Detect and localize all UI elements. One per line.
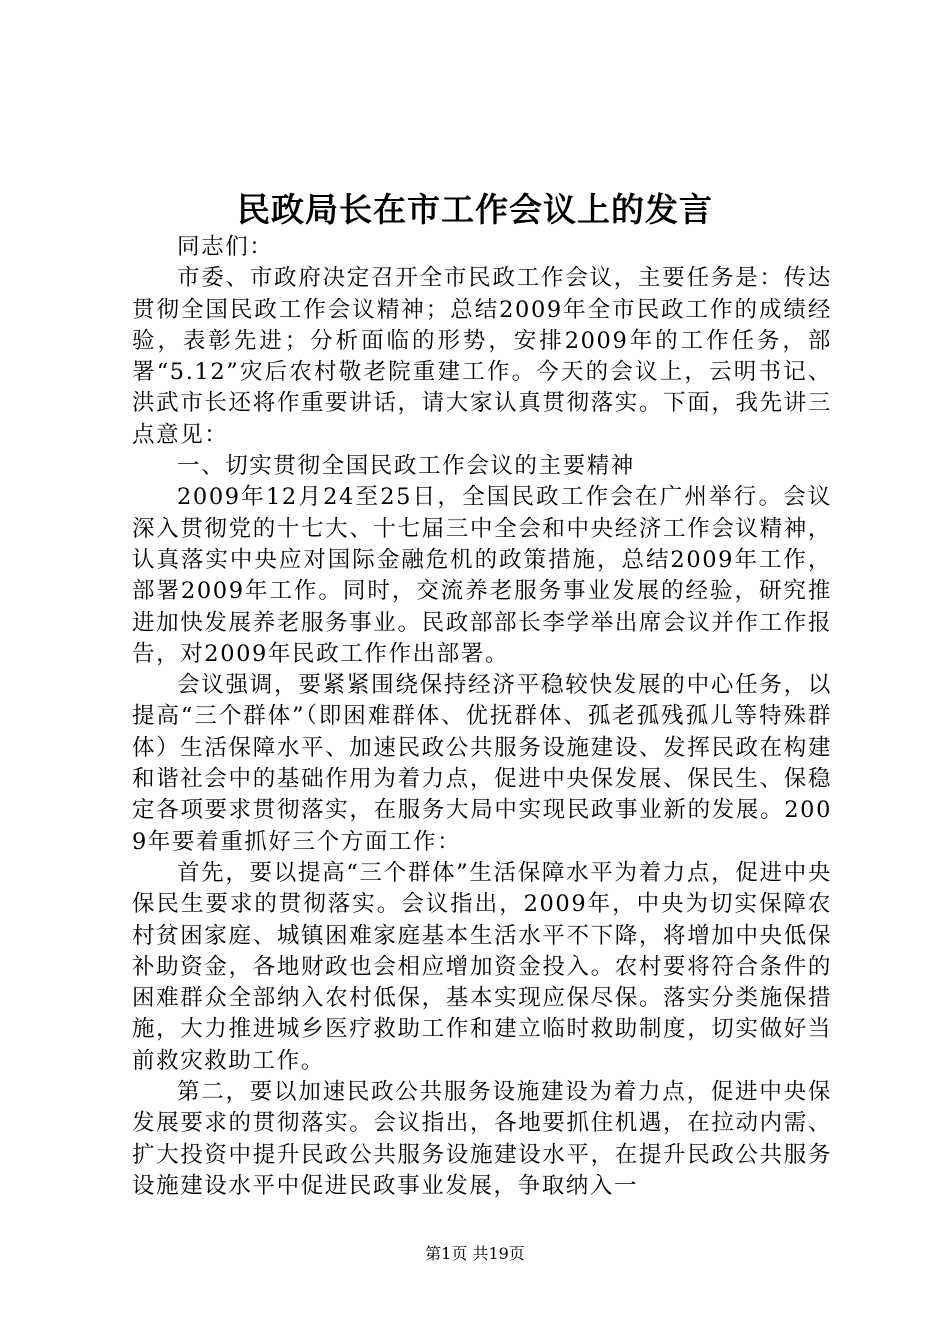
body-paragraph: 首先，要以提高“三个群体”生活保障水平为着力点，促进中央保民生要求的贯彻落实。会议指出，2009年，中央为切实保障农村贫困家庭、城镇困难家庭基本生活水平不下降，将增加中央低保补助资金，各地财政也会相应增加资金投入。农村要将符合条件的困难群众全部纳入农村低保，基本实现应保尽保。落实分类施保措施，大力推进城乡医疗救助工作和建立临时救助制度，切实做好当前救灾救助工作。: [132, 859, 832, 1074]
section-heading: 一、切实贯彻全国民政工作会议的主要精神: [177, 453, 635, 480]
body-paragraph: 会议强调，要紧紧围绕保持经济平稳较快发展的中心任务，以提高“三个群体”（即困难群体、优抚群体、孤老孤残孤儿等特殊群体）生活保障水平、加速民政公共服务设施建设、发挥民政在构建和谐社会中的基础作用为着力点，促进中央保发展、保民生、保稳定各项要求贯彻落实，在服务大局中实现民政事业新的发展。2009年要着重抓好三个方面工作：: [132, 672, 832, 855]
page-number-footer: 第1页 共19页: [425, 1244, 525, 1263]
body-paragraph: 2009年12月24至25日，全国民政工作会在广州举行。会议深入贯彻党的十七大、十七届三中全会和中央经济工作会议精神，认真落实中央应对国际金融危机的政策措施，总结2009年工作，部署2009年工作。同时，交流养老服务事业发展的经验，研究推进加快发展养老服务事业。民政部部长李学举出席会议并作工作报告，对2009年民政工作作出部署。: [132, 484, 832, 667]
salutation-paragraph: 同志们：: [177, 234, 274, 260]
document-title: 民政局长在市工作会议上的发言: [237, 190, 713, 229]
intro-paragraph: 市委、市政府决定召开全市民政工作会议，主要任务是：传达贯彻全国民政工作会议精神；总结2009年全市民政工作的成绩经验，表彰先进；分析面临的形势，安排2009年的工作任务，部署“5.12”灾后农村敬老院重建工作。今天的会议上，云明书记、洪武市长还将作重要讲话，请大家认真贯彻落实。下面，我先讲三点意见：: [132, 265, 832, 448]
document-body: [132, 232, 832, 1202]
body-paragraph: 第二，要以加速民政公共服务设施建设为着力点，促进中央保发展要求的贯彻落实。会议指出，各地要抓住机遇，在拉动内需、扩大投资中提升民政公共服务设施建设水平，在提升民政公共服务设施建设水平中促进民政事业发展，争取纳入一: [132, 1079, 832, 1199]
